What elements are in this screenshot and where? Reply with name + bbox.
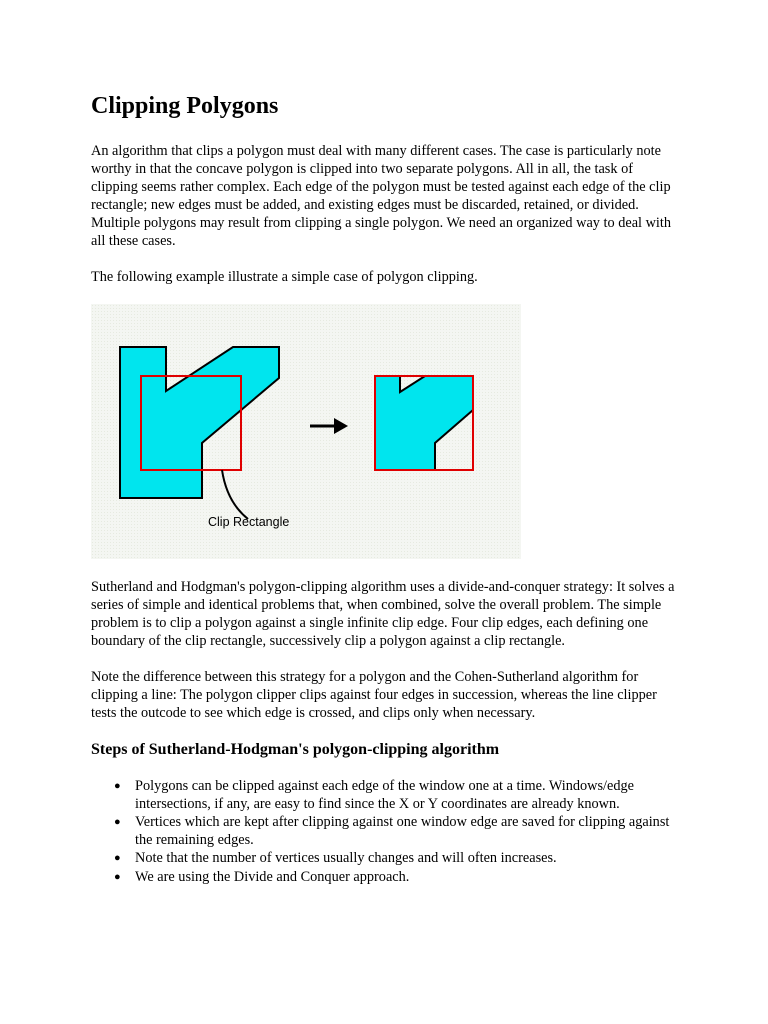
- bullet-icon: ●: [114, 816, 121, 828]
- step-text: Polygons can be clipped against each edge of the window one at a time. Windows/edge intersections, if any, are easy to find since the X or Y coordinates are already known.: [135, 778, 635, 812]
- bullet-icon: ●: [114, 870, 121, 883]
- example-paragraph: The following example illustrate a simple case of polygon clipping.: [91, 269, 478, 285]
- step-item: [114, 868, 681, 887]
- bullet-icon: ●: [114, 780, 121, 792]
- step-text: We are using the Divide and Conquer approach.: [135, 868, 410, 885]
- steps-heading: Steps of Sutherland-Hodgman's polygon-clipping algorithm: [91, 741, 500, 758]
- intro-paragraph: An algorithm that clips a polygon must deal with many different cases. The case is particularly note worthy in that the concave polygon is clipped into two separate polygons. All in all, the task of clipping seems rather complex. Each edge of the polygon must be tested against each edge of the clip rectangle; new edges must be added, and existing edges must be discarded, retained, or divided. Multiple polygons may result from clipping a single polygon. We need an organized way to deal with all these cases.: [91, 143, 672, 249]
- step-text: Note that the number of vertices usually changes and will often increases.: [135, 850, 557, 866]
- step-item: [114, 778, 681, 813]
- clip-rectangle-label: Clip Rectangle: [208, 515, 290, 529]
- step-item: [114, 814, 681, 849]
- clip-rectangle-pointer: [222, 470, 248, 519]
- step-text: Vertices which are kept after clipping against one window edge are saved for clipping against the remaining edges.: [135, 814, 670, 848]
- step-item: [114, 850, 681, 868]
- bullet-icon: ●: [114, 852, 121, 864]
- document-page: [91, 88, 681, 887]
- steps-list: [91, 778, 681, 886]
- sutherland-paragraph: Sutherland and Hodgman's polygon-clipping algorithm uses a divide-and-conquer strategy: It solves a series of simple and identical problems that, when combined, solve the overall problem. The simple problem is to clip a polygon against a single infinite clip edge. Four clip edges, each defining one boundary of the clip rectangle, successively clip a polygon against a clip rectangle.: [91, 579, 675, 649]
- difference-paragraph: Note the difference between this strategy for a polygon and the Cohen-Sutherland algorithm for clipping a line: The polygon clipper clips against four edges in succession, whereas the line clipper tests the outcode to see which edge is crossed, and clips only when necessary.: [91, 669, 657, 721]
- arrow-head: [334, 418, 348, 434]
- page-title: Clipping Polygons: [91, 93, 279, 119]
- clipping-figure: [91, 304, 521, 559]
- clipping-diagram: [91, 304, 521, 559]
- original-polygon: [120, 347, 279, 498]
